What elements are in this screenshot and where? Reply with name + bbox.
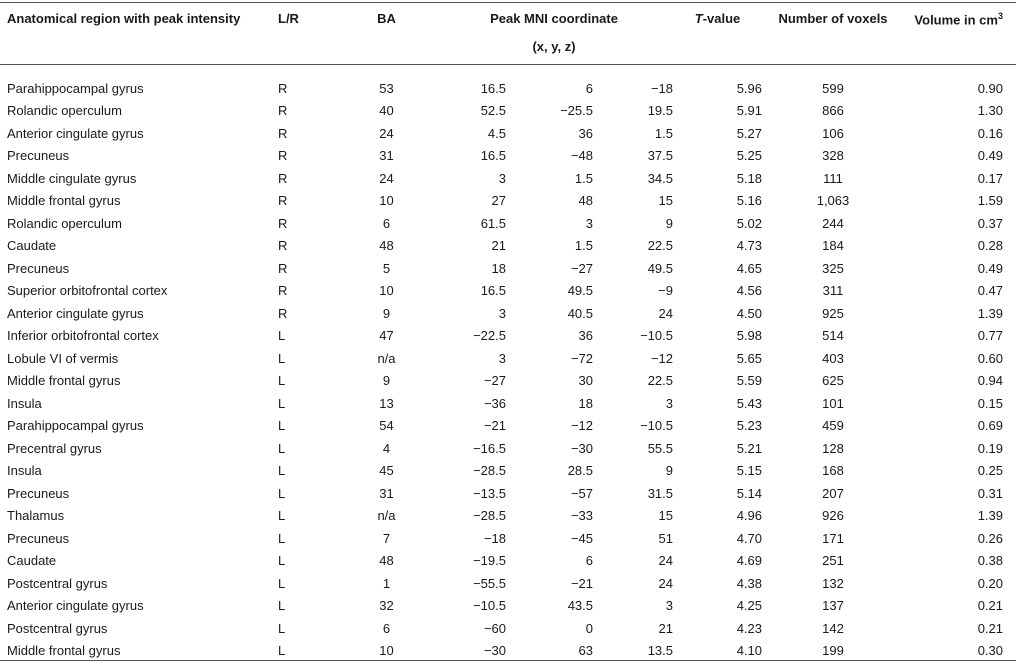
cell-mni-x: 16.5	[480, 148, 506, 164]
cell-t-value: 5.23	[736, 418, 762, 434]
cell-mni-x: −27	[483, 373, 506, 389]
cell-t-value: 4.38	[736, 575, 762, 591]
cell-region: Middle frontal gyrus	[7, 373, 121, 389]
cell-ba: 48	[379, 238, 394, 254]
cell-t-value: 4.10	[736, 643, 762, 659]
table-row	[0, 482, 1016, 505]
cell-lr: R	[278, 193, 288, 209]
table-row	[0, 550, 1016, 573]
cell-lr: L	[278, 508, 286, 524]
cell-mni-x: −28.5	[473, 463, 506, 479]
header-lr: L/R	[278, 11, 299, 26]
cell-region: Caudate	[7, 238, 57, 254]
cell-volume: 0.94	[977, 373, 1003, 389]
cell-volume: 0.49	[977, 148, 1003, 164]
header-volume	[904, 3, 1016, 39]
cell-region: Middle frontal gyrus	[7, 643, 121, 659]
cell-voxels: 101	[822, 395, 844, 411]
cell-region: Precuneus	[7, 530, 70, 546]
cell-mni-z: 49.5	[647, 260, 673, 276]
table-row	[0, 325, 1016, 348]
cell-lr: L	[278, 373, 286, 389]
cell-mni-z: 13.5	[647, 643, 673, 659]
cell-ba: 40	[379, 103, 394, 119]
cell-voxels: 599	[822, 80, 844, 96]
header-mni: Peak MNI coordinate	[490, 11, 618, 26]
cell-mni-y: 3	[585, 215, 593, 231]
cell-region: Anterior cingulate gyrus	[7, 598, 144, 614]
cell-mni-y: −57	[570, 485, 593, 501]
cell-voxels: 926	[822, 508, 844, 524]
cell-lr: L	[278, 485, 286, 501]
header-volume-text: Volume in cm	[914, 12, 998, 28]
cell-t-value: 5.96	[736, 80, 762, 96]
cell-ba: 31	[379, 485, 394, 501]
cell-voxels: 325	[822, 260, 844, 276]
cell-t-value: 5.27	[736, 125, 762, 141]
cell-t-value: 5.98	[736, 328, 762, 344]
cell-voxels: 311	[822, 283, 844, 299]
table-body	[0, 65, 1016, 662]
cell-ba: 10	[379, 643, 394, 659]
cell-mni-x: −13.5	[473, 485, 506, 501]
cell-volume: 0.38	[977, 553, 1003, 569]
cell-volume: 0.21	[977, 620, 1003, 636]
table-row	[0, 460, 1016, 483]
cell-mni-z: 55.5	[647, 440, 673, 456]
cell-mni-x: 3	[498, 350, 506, 366]
cell-lr: L	[278, 463, 286, 479]
cell-ba: 45	[379, 463, 394, 479]
cell-mni-z: 24	[658, 553, 673, 569]
cell-mni-z: 34.5	[647, 170, 673, 186]
table-row	[0, 370, 1016, 393]
cell-region: Caudate	[7, 553, 57, 569]
cell-mni-y: −27	[570, 260, 593, 276]
header-voxels: Number of voxels	[778, 11, 888, 26]
cell-volume: 0.30	[977, 643, 1003, 659]
cell-lr: R	[278, 125, 288, 141]
cell-volume: 0.60	[977, 350, 1003, 366]
cell-t-value: 5.43	[736, 395, 762, 411]
cell-mni-y: 49.5	[567, 283, 593, 299]
cell-mni-z: 21	[658, 620, 673, 636]
cell-lr: L	[278, 643, 286, 659]
cell-ba: 6	[382, 215, 391, 231]
cell-mni-z: 3	[665, 395, 673, 411]
table-row	[0, 190, 1016, 213]
cell-volume: 0.21	[977, 598, 1003, 614]
cell-lr: L	[278, 598, 286, 614]
cell-volume: 0.69	[977, 418, 1003, 434]
cell-mni-x: −55.5	[473, 575, 506, 591]
cell-ba: 48	[379, 553, 394, 569]
header-t-italic: T	[694, 11, 703, 26]
table-row	[0, 572, 1016, 595]
cell-region: Lobule VI of vermis	[7, 350, 119, 366]
cell-t-value: 5.21	[736, 440, 762, 456]
cell-ba: n/a	[377, 350, 396, 366]
cell-voxels: 403	[822, 350, 844, 366]
cell-t-value: 5.16	[736, 193, 762, 209]
cell-volume: 0.47	[977, 283, 1003, 299]
cell-region: Postcentral gyrus	[7, 575, 108, 591]
cell-region: Precuneus	[7, 148, 70, 164]
cell-voxels: 328	[822, 148, 844, 164]
header-t-rest: -value	[702, 11, 741, 26]
cell-mni-x: 52.5	[480, 103, 506, 119]
cell-lr: L	[278, 350, 286, 366]
cell-lr: R	[278, 170, 288, 186]
cell-mni-z: 9	[665, 215, 673, 231]
cell-mni-x: 61.5	[480, 215, 506, 231]
cell-region: Rolandic operculum	[7, 215, 122, 231]
cell-volume: 0.26	[977, 530, 1003, 546]
cell-mni-x: −18	[483, 530, 506, 546]
cell-voxels: 1,063	[816, 193, 850, 209]
cell-mni-x: 3	[498, 170, 506, 186]
cell-mni-z: 19.5	[647, 103, 673, 119]
cell-mni-z: 3	[665, 598, 673, 614]
cell-mni-y: 48	[578, 193, 593, 209]
cell-t-value: 5.02	[736, 215, 762, 231]
cell-ba: 9	[382, 373, 391, 389]
cell-voxels: 128	[822, 440, 844, 456]
cell-mni-x: 27	[491, 193, 506, 209]
cell-ba: 47	[379, 328, 394, 344]
cell-lr: R	[278, 80, 288, 96]
header-region: Anatomical region with peak intensity	[7, 11, 241, 26]
cell-ba: 13	[379, 395, 394, 411]
cell-region: Middle frontal gyrus	[7, 193, 121, 209]
cell-volume: 1.39	[977, 508, 1003, 524]
table-row	[0, 640, 1016, 663]
cell-mni-z: 24	[658, 575, 673, 591]
cell-mni-y: 6	[585, 553, 593, 569]
table-row	[0, 437, 1016, 460]
cell-mni-y: −30	[570, 440, 593, 456]
cell-mni-y: 36	[578, 125, 593, 141]
cell-voxels: 866	[822, 103, 844, 119]
cell-mni-x: 4.5	[487, 125, 506, 141]
cell-voxels: 514	[822, 328, 844, 344]
cell-lr: R	[278, 283, 288, 299]
cell-mni-x: 16.5	[480, 80, 506, 96]
table-row	[0, 212, 1016, 235]
cell-volume: 0.37	[977, 215, 1003, 231]
cell-mni-y: 36	[578, 328, 593, 344]
cell-mni-x: −21	[483, 418, 506, 434]
cell-t-value: 5.65	[736, 350, 762, 366]
cell-lr: R	[278, 260, 288, 276]
table-row	[0, 167, 1016, 190]
table-row	[0, 280, 1016, 303]
header-t-value	[673, 3, 762, 39]
cell-region: Insula	[7, 395, 42, 411]
cell-voxels: 132	[822, 575, 844, 591]
cell-region: Inferior orbitofrontal cortex	[7, 328, 159, 344]
cell-mni-y: −25.5	[560, 103, 593, 119]
cell-region: Postcentral gyrus	[7, 620, 108, 636]
cell-voxels: 925	[822, 305, 844, 321]
cell-mni-x: −22.5	[473, 328, 506, 344]
cell-ba: 9	[382, 305, 391, 321]
cell-mni-z: −10.5	[640, 328, 673, 344]
cell-lr: L	[278, 395, 286, 411]
cell-lr: L	[278, 418, 286, 434]
cell-volume: 0.20	[977, 575, 1003, 591]
cell-mni-y: 43.5	[567, 598, 593, 614]
cell-voxels: 111	[823, 170, 843, 186]
table-row	[0, 122, 1016, 145]
cell-voxels: 171	[822, 530, 844, 546]
table-row	[0, 595, 1016, 618]
cell-voxels: 142	[822, 620, 844, 636]
table-row	[0, 347, 1016, 370]
cell-mni-z: 15	[658, 193, 673, 209]
cell-t-value: 5.15	[736, 463, 762, 479]
cell-mni-z: 22.5	[647, 238, 673, 254]
cell-mni-y: 28.5	[567, 463, 593, 479]
cell-mni-y: 1.5	[574, 238, 593, 254]
table-row	[0, 392, 1016, 415]
cell-region: Middle cingulate gyrus	[7, 170, 137, 186]
cell-ba: 1	[382, 575, 391, 591]
cell-mni-z: −18	[650, 80, 673, 96]
cell-mni-x: −16.5	[473, 440, 506, 456]
cell-mni-z: 31.5	[647, 485, 673, 501]
cell-volume: 0.16	[977, 125, 1003, 141]
cell-volume: 0.15	[977, 395, 1003, 411]
cell-mni-y: −12	[570, 418, 593, 434]
cell-t-value: 5.18	[736, 170, 762, 186]
cell-mni-y: 6	[585, 80, 593, 96]
cell-t-value: 4.25	[736, 598, 762, 614]
cell-mni-x: −60	[483, 620, 506, 636]
cell-voxels: 184	[822, 238, 844, 254]
cell-volume: 1.30	[977, 103, 1003, 119]
cell-mni-x: −10.5	[473, 598, 506, 614]
cell-ba: 32	[379, 598, 394, 614]
cell-region: Anterior cingulate gyrus	[7, 125, 144, 141]
cell-mni-x: 18	[491, 260, 506, 276]
cell-region: Anterior cingulate gyrus	[7, 305, 144, 321]
cell-volume: 0.77	[977, 328, 1003, 344]
cell-mni-x: −30	[483, 643, 506, 659]
cell-voxels: 137	[822, 598, 844, 614]
cell-mni-z: 22.5	[647, 373, 673, 389]
cell-ba: 54	[379, 418, 394, 434]
cell-ba: 53	[379, 80, 394, 96]
table-row	[0, 617, 1016, 640]
cell-ba: n/a	[377, 508, 396, 524]
cell-lr: R	[278, 148, 288, 164]
cell-lr: L	[278, 620, 286, 636]
cell-mni-x: 3	[498, 305, 506, 321]
cell-mni-y: −45	[570, 530, 593, 546]
cell-mni-y: 18	[578, 395, 593, 411]
table-row	[0, 145, 1016, 168]
cell-ba: 5	[382, 260, 391, 276]
cell-mni-y: −33	[570, 508, 593, 524]
cell-volume: 0.31	[977, 485, 1003, 501]
cell-mni-z: 24	[658, 305, 673, 321]
cell-t-value: 5.59	[736, 373, 762, 389]
cell-voxels: 199	[822, 643, 844, 659]
cell-t-value: 4.23	[736, 620, 762, 636]
cell-t-value: 4.73	[736, 238, 762, 254]
cell-ba: 24	[379, 125, 394, 141]
cell-mni-y: 0	[585, 620, 593, 636]
cell-mni-y: 63	[578, 643, 593, 659]
cell-lr: L	[278, 440, 286, 456]
cell-voxels: 459	[822, 418, 844, 434]
cell-region: Parahippocampal gyrus	[7, 80, 144, 96]
cell-lr: L	[278, 530, 286, 546]
cell-lr: L	[278, 553, 286, 569]
cell-region: Parahippocampal gyrus	[7, 418, 144, 434]
cell-t-value: 4.96	[736, 508, 762, 524]
cell-t-value: 4.50	[736, 305, 762, 321]
cell-lr: R	[278, 305, 288, 321]
cell-voxels: 244	[822, 215, 844, 231]
table-row	[0, 257, 1016, 280]
table-row	[0, 527, 1016, 550]
cell-mni-x: 21	[491, 238, 506, 254]
cell-t-value: 4.70	[736, 530, 762, 546]
cell-ba: 31	[379, 148, 394, 164]
cell-ba: 4	[382, 440, 391, 456]
cell-mni-y: −48	[570, 148, 593, 164]
cell-ba: 10	[379, 283, 394, 299]
cell-region: Precuneus	[7, 260, 70, 276]
cell-mni-z: 15	[658, 508, 673, 524]
cell-mni-x: −19.5	[473, 553, 506, 569]
header-volume-sup: 3	[997, 11, 1003, 21]
header-mni-sub: (x, y, z)	[532, 39, 576, 54]
cell-lr: R	[278, 103, 288, 119]
cell-volume: 1.39	[977, 305, 1003, 321]
cell-mni-y: 1.5	[574, 170, 593, 186]
cell-mni-z: −12	[650, 350, 673, 366]
cell-volume: 0.28	[977, 238, 1003, 254]
cell-lr: L	[278, 328, 286, 344]
cell-t-value: 5.25	[736, 148, 762, 164]
cell-mni-z: 51	[658, 530, 673, 546]
table-row	[0, 302, 1016, 325]
table-row	[0, 235, 1016, 258]
cell-mni-y: 30	[578, 373, 593, 389]
cell-ba: 24	[379, 170, 394, 186]
cell-mni-z: 1.5	[654, 125, 673, 141]
table-row	[0, 100, 1016, 123]
cell-t-value: 4.69	[736, 553, 762, 569]
cell-volume: 0.19	[977, 440, 1003, 456]
cell-mni-x: −36	[483, 395, 506, 411]
cell-region: Precuneus	[7, 485, 70, 501]
cell-mni-x: 16.5	[480, 283, 506, 299]
cell-ba: 10	[379, 193, 394, 209]
cell-mni-y: −21	[570, 575, 593, 591]
header-ba: BA	[377, 11, 396, 26]
cell-voxels: 251	[822, 553, 844, 569]
cell-volume: 0.90	[977, 80, 1003, 96]
cell-mni-y: 40.5	[567, 305, 593, 321]
activation-table	[0, 3, 1016, 662]
cell-lr: R	[278, 215, 288, 231]
cell-volume: 0.25	[977, 463, 1003, 479]
cell-voxels: 106	[822, 125, 844, 141]
cell-mni-x: −28.5	[473, 508, 506, 524]
cell-mni-z: −9	[658, 283, 673, 299]
table-row	[0, 415, 1016, 438]
table-header	[0, 3, 1016, 65]
cell-t-value: 5.91	[736, 103, 762, 119]
cell-t-value: 4.56	[736, 283, 762, 299]
cell-region: Superior orbitofrontal cortex	[7, 283, 168, 299]
cell-volume: 0.17	[977, 170, 1003, 186]
cell-voxels: 625	[822, 373, 844, 389]
cell-region: Rolandic operculum	[7, 103, 122, 119]
cell-region: Insula	[7, 463, 42, 479]
cell-mni-z: 9	[665, 463, 673, 479]
cell-lr: L	[278, 575, 286, 591]
cell-mni-y: −72	[570, 350, 593, 366]
cell-region: Thalamus	[7, 508, 65, 524]
cell-volume: 0.49	[977, 260, 1003, 276]
cell-ba: 7	[382, 530, 391, 546]
cell-voxels: 168	[822, 463, 844, 479]
cell-ba: 6	[382, 620, 391, 636]
cell-volume: 1.59	[977, 193, 1003, 209]
table-row	[0, 505, 1016, 528]
cell-mni-z: −10.5	[640, 418, 673, 434]
cell-region: Precentral gyrus	[7, 440, 102, 456]
cell-voxels: 207	[822, 485, 844, 501]
cell-lr: R	[278, 238, 288, 254]
table-row	[0, 77, 1016, 100]
cell-t-value: 5.14	[736, 485, 762, 501]
cell-t-value: 4.65	[736, 260, 762, 276]
cell-mni-z: 37.5	[647, 148, 673, 164]
